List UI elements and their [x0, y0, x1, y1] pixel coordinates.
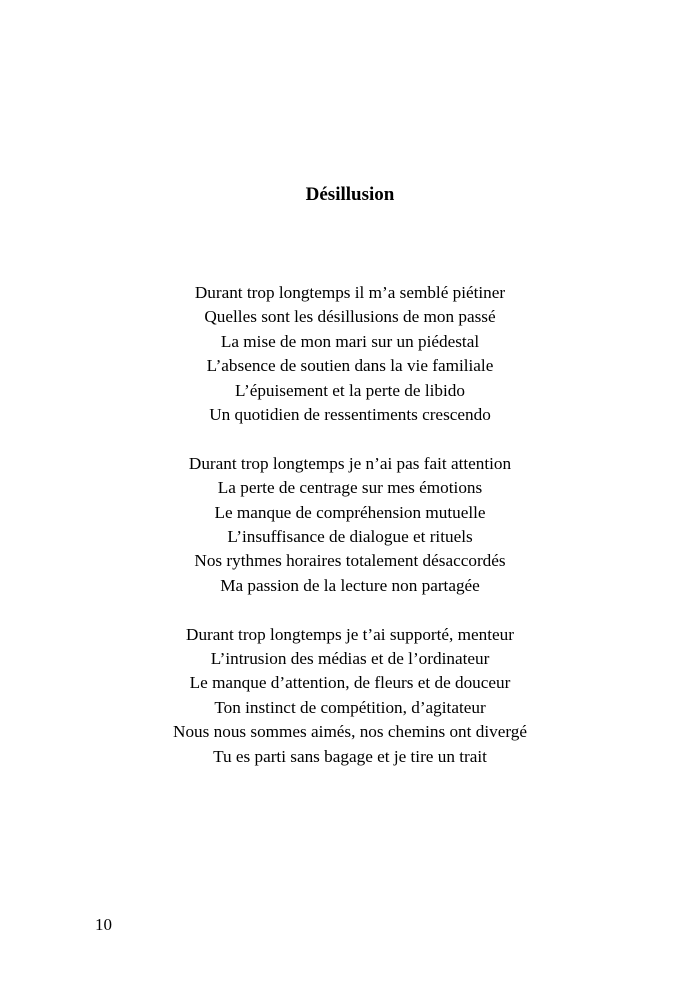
verse-line: Le manque de compréhension mutuelle [214, 502, 486, 522]
verse-line: L’absence de soutien dans la vie familiale [206, 356, 494, 376]
page-number: 10 [95, 915, 112, 934]
verse-line: La mise de mon mari sur un piédestal [220, 331, 480, 351]
verse-line: Durant trop longtemps je t’ai supporté, menteur [186, 624, 514, 644]
verse-line: L’épuisement et la perte de libido [235, 380, 465, 400]
verse-line: La perte de centrage sur mes émotions [217, 478, 483, 498]
verse-line: L’intrusion des médias et de l’ordinateur [210, 649, 490, 669]
verse-line: Ma passion de la lecture non partagée [220, 575, 480, 595]
verse-line: Un quotidien de ressentiments crescendo [209, 405, 491, 425]
verse-line: Ton instinct de compétition, d’agitateur [214, 697, 486, 717]
verse-line: Quelles sont les désillusions de mon passé [204, 307, 496, 327]
verse-line: Nos rythmes horaires totalement désaccordés [194, 551, 506, 571]
verse-line: L’insuffisance de dialogue et rituels [227, 527, 473, 547]
verse-line: Le manque d’attention, de fleurs et de douceur [189, 673, 511, 693]
verse-line: Durant trop longtemps il m’a semblé piétiner [194, 283, 506, 302]
verse-line: Tu es parti sans bagage et je tire un trait [213, 746, 487, 766]
verse-line: Nous nous sommes aimés, nos chemins ont divergé [173, 722, 527, 742]
stanza-2 [0, 452, 700, 598]
poem-title: Désillusion [305, 184, 395, 205]
stanza-1 [0, 281, 700, 427]
poem-body [0, 281, 700, 793]
verse-line: Durant trop longtemps je n’ai pas fait attention [188, 453, 512, 473]
stanza-3 [0, 623, 700, 769]
